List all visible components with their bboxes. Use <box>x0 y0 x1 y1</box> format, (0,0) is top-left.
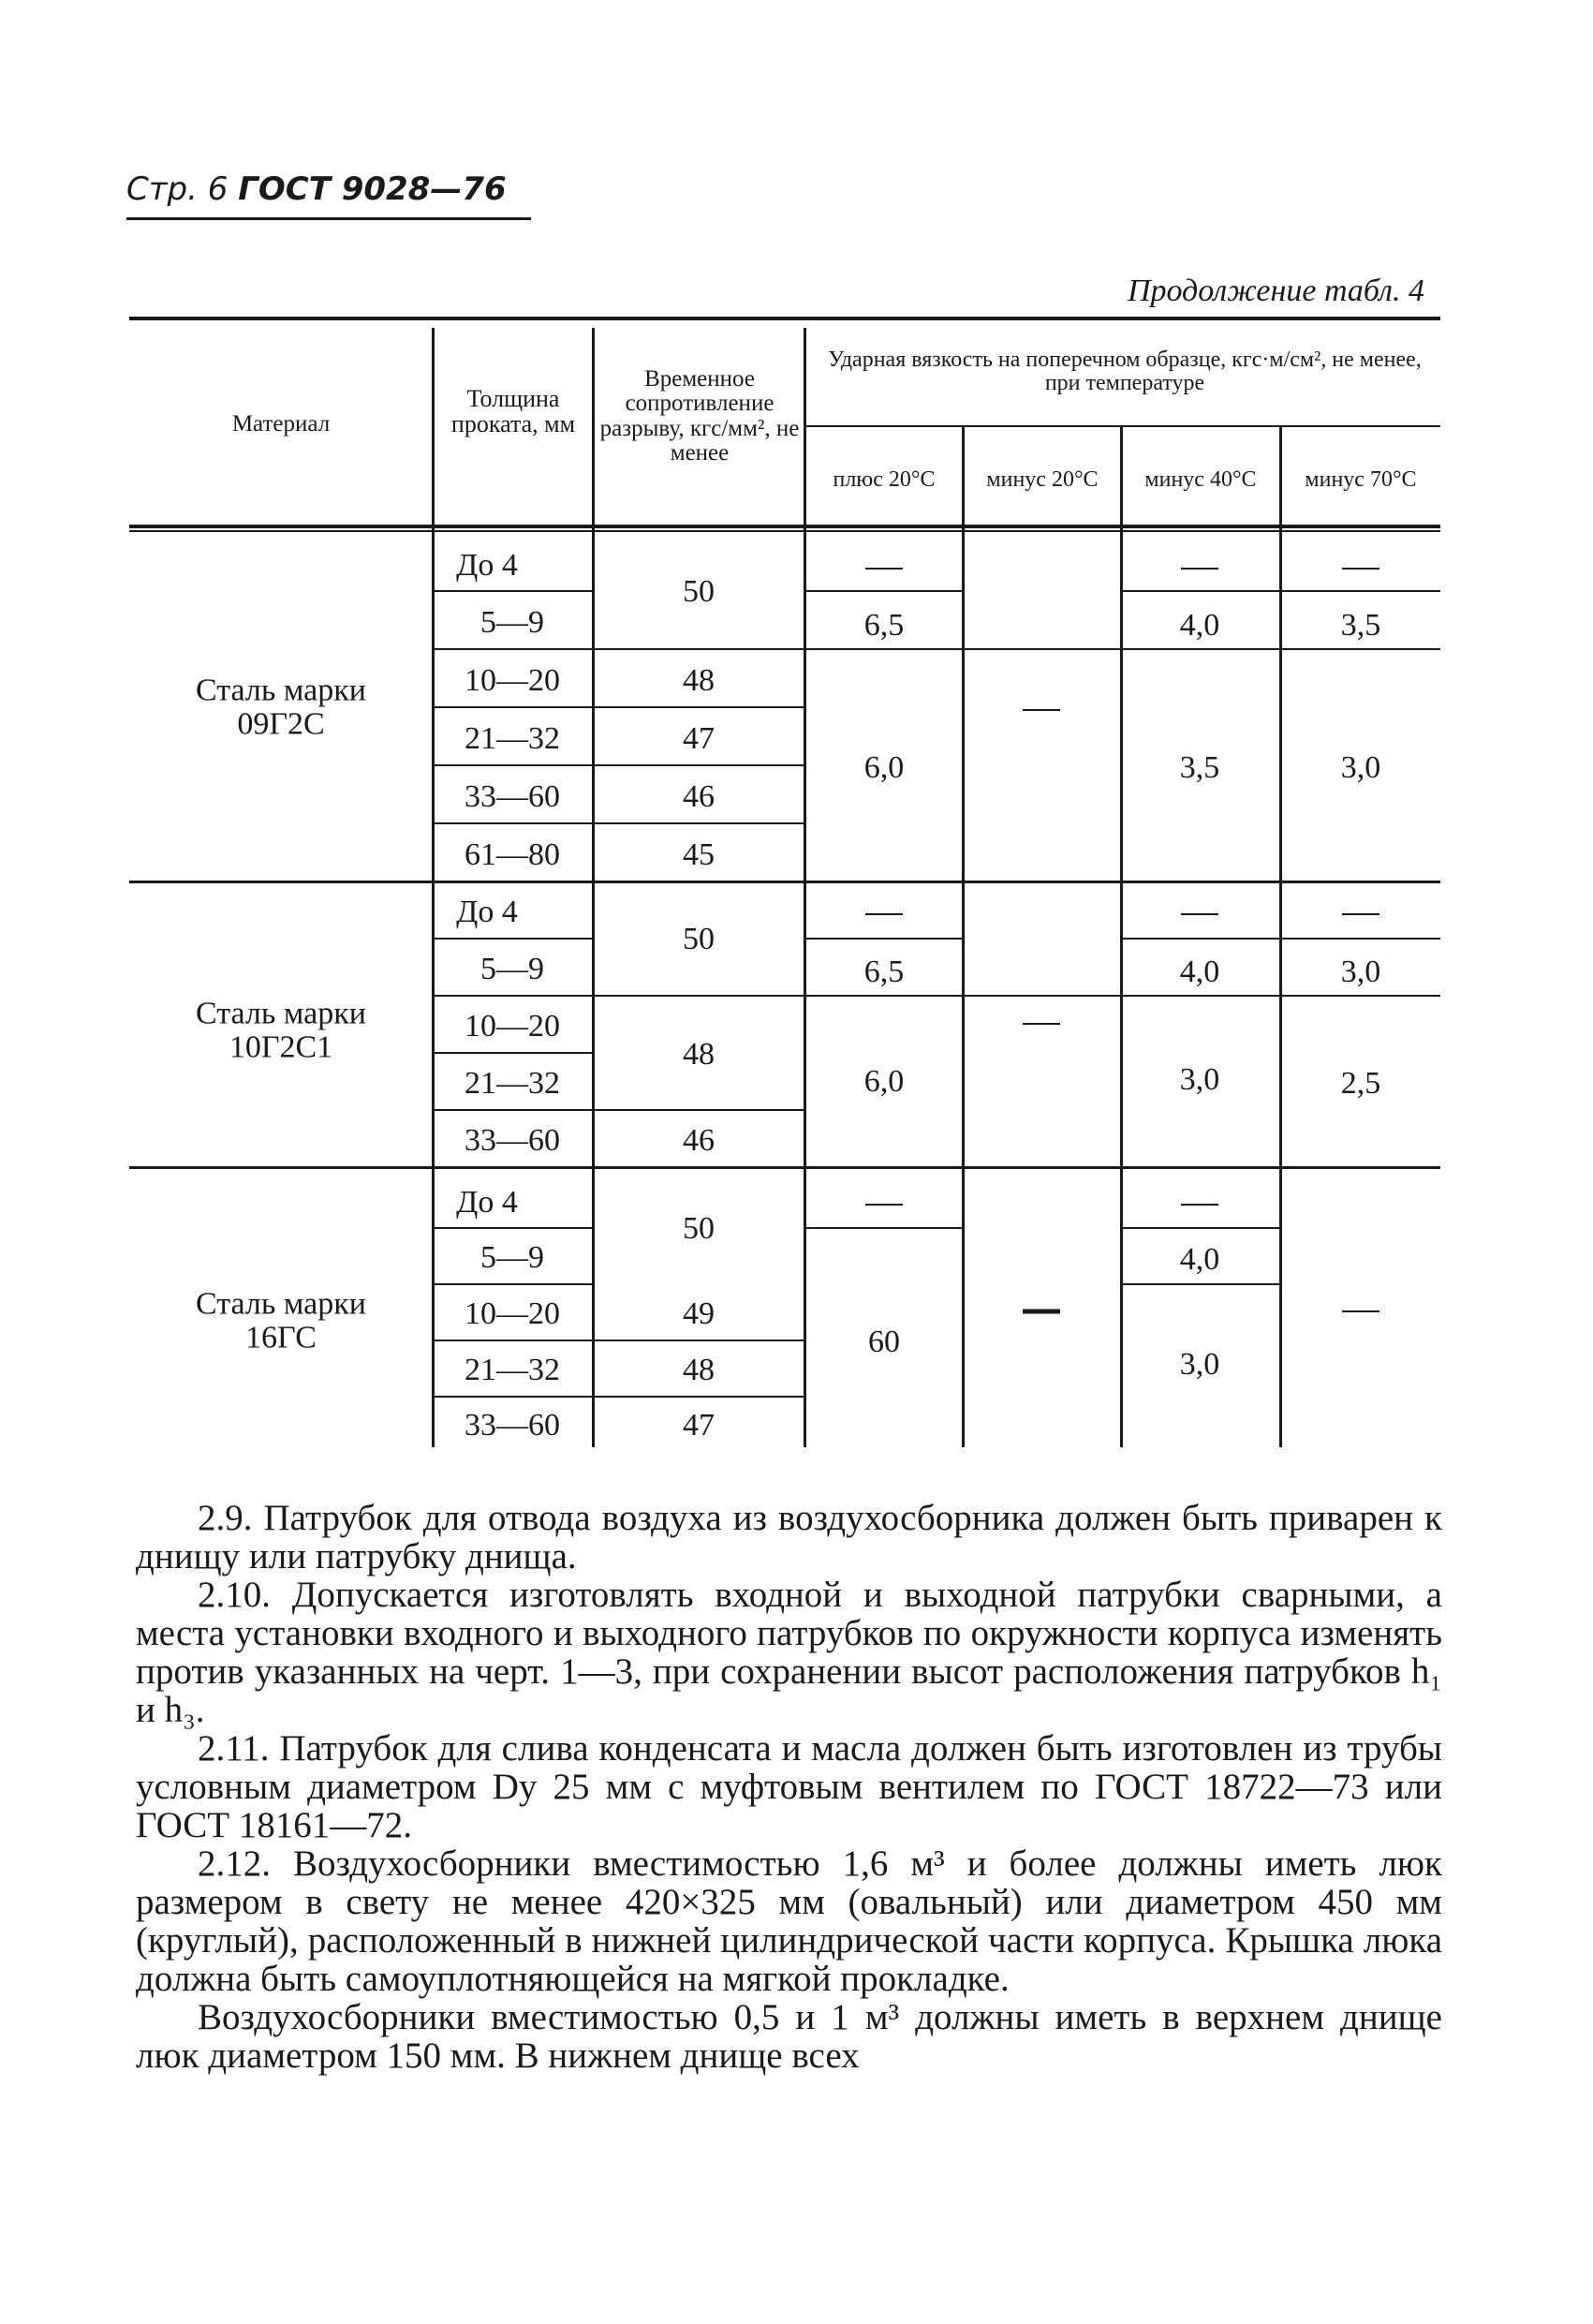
header-minus40: минус 40°С <box>1144 467 1257 492</box>
g1-line <box>434 822 804 824</box>
header-minus20: минус 20°С <box>986 467 1099 492</box>
header-bottom-rule-2 <box>129 530 1440 532</box>
g1-thickness-4: 33—60 <box>465 779 560 814</box>
g3-strength-2: 48 <box>683 1353 715 1387</box>
g1-minus40-1: 3,5 <box>1179 750 1220 785</box>
g1-line <box>1122 590 1440 592</box>
page-number: Стр. 6 <box>126 170 229 208</box>
g1-material <box>169 674 393 740</box>
g3-line <box>434 1340 804 1341</box>
g2-minus20-dash <box>1023 1023 1060 1025</box>
g2-material <box>169 997 393 1063</box>
g1-thickness-3: 21—32 <box>465 721 560 756</box>
header-rule <box>126 217 531 220</box>
g2-plus20-0: 6,5 <box>863 955 905 989</box>
g2-thickness-1: 5—9 <box>480 952 544 986</box>
g3-strength-0: 50 <box>683 1211 715 1246</box>
g2-minus70-0: 3,0 <box>1340 955 1381 989</box>
col-line-1 <box>432 328 435 1447</box>
g1-minus20-dash <box>1023 709 1060 711</box>
g2-plus20-1: 6,0 <box>863 1064 905 1099</box>
paragraph-2-11: 2.11. Патрубок для слива конденсата и масла должен быть изготовлен из трубы условным диаметром Dу 25 мм с муфтовым вентилем по ГОСТ 18722—73 или ГОСТ 18161—72. <box>136 1728 1442 1845</box>
paragraph-2-10: 2.10. Допускается изготовлять входной и выходной патрубки сварными, а места установки входного и выходного патрубков по окружности корпуса изменять против указанных на черт. 1—3, при сохранении высот расположения патрубков h₁ и h₃. <box>136 1575 1442 1730</box>
g1-minus70-0: 3,5 <box>1340 608 1381 643</box>
paragraph-2-12-continued: Воздухосборники вместимостью 0,5 и 1 м³ должны иметь в верхнем днище люк диаметром 150 мм. В нижнем днище всех <box>136 1997 1442 2076</box>
g1-minus70-dash <box>1342 568 1379 570</box>
g3-thickness-0: До 4 <box>456 1185 518 1220</box>
g1-line <box>434 764 804 766</box>
g3-line <box>1122 1227 1279 1229</box>
g2-minus40-dash <box>1181 913 1218 915</box>
g1-thickness-2: 10—20 <box>465 663 560 698</box>
g1-line <box>434 648 1440 650</box>
g2-thickness-4: 33—60 <box>465 1123 560 1158</box>
g3-minus40-1: 3,0 <box>1179 1347 1220 1382</box>
g1-line <box>805 590 962 592</box>
g1-plus20-1: 6,0 <box>863 750 905 785</box>
g3-minus70-dash <box>1342 1310 1379 1312</box>
col-line-4 <box>962 427 965 1447</box>
g2-thickness-2: 10—20 <box>465 1009 560 1044</box>
g2-minus40-0: 4,0 <box>1179 955 1220 989</box>
header-impact: Ударная вязкость на поперечном образце, кгс·м/см², не менее, при температуре <box>828 348 1422 396</box>
header-minus70: минус 70°С <box>1305 467 1417 492</box>
g3-plus20-0: 60 <box>868 1325 900 1359</box>
header-material: Материал <box>231 411 331 437</box>
g1-minus70-1: 3,0 <box>1340 750 1381 785</box>
g2-minus40-1: 3,0 <box>1179 1062 1220 1097</box>
g3-material <box>169 1287 393 1354</box>
g2-plus20-dash <box>865 913 903 915</box>
g1-separator <box>129 881 1440 883</box>
g1-material-text: Сталь марки 09Г2С <box>196 673 366 741</box>
g2-line <box>434 1052 595 1054</box>
paragraph-2-12: 2.12. Воздухосборники вместимостью 1,6 м³ и более должны иметь люк размером в свету не менее 420×325 мм (овальный) или диаметром 450 мм (круглый), расположенный в нижней цилиндрической части корпуса. Крышка люка должна быть самоуплотняющейся на мягкой прокладке. <box>136 1843 1442 1999</box>
g3-line <box>434 1227 595 1229</box>
g3-line <box>805 1227 962 1229</box>
g3-thickness-2: 10—20 <box>465 1296 560 1331</box>
g3-line <box>434 1396 804 1398</box>
g3-thickness-3: 21—32 <box>465 1353 560 1387</box>
standard-title: ГОСТ 9028—76 <box>238 170 507 208</box>
g3-line <box>434 1283 595 1285</box>
g3-thickness-4: 33—60 <box>465 1408 560 1443</box>
g3-minus20-dash <box>1023 1310 1060 1314</box>
g1-thickness-5: 61—80 <box>465 837 560 872</box>
g1-plus20-dash <box>865 568 903 570</box>
g1-thickness-1: 5—9 <box>480 605 544 640</box>
g2-line <box>434 995 1440 997</box>
col-line-3 <box>804 328 806 1447</box>
g1-strength-3: 46 <box>683 779 715 814</box>
body-text <box>136 1499 1442 2075</box>
table-continuation-label: Продолжение табл. 4 <box>1127 274 1424 308</box>
g2-strength-1: 48 <box>683 1037 715 1072</box>
g2-strength-2: 46 <box>683 1123 715 1158</box>
g1-line <box>434 706 804 708</box>
header-plus20: плюс 20°С <box>833 467 936 492</box>
g2-line <box>1122 938 1440 940</box>
g3-material-text: Сталь марки 16ГС <box>196 1286 366 1354</box>
g2-material-text: Сталь марки 10Г2С1 <box>196 996 366 1064</box>
g3-minus40-0: 4,0 <box>1179 1242 1220 1277</box>
g1-strength-2: 47 <box>683 721 715 756</box>
g1-strength-1: 48 <box>683 663 715 698</box>
g2-strength-0: 50 <box>683 922 715 956</box>
page-header <box>126 170 507 208</box>
g3-minus40-dash <box>1181 1204 1218 1206</box>
g3-thickness-1: 5—9 <box>480 1240 544 1275</box>
g2-line <box>805 938 962 940</box>
header-thickness: Толщина проката, мм <box>450 385 576 438</box>
g1-minus40-0: 4,0 <box>1179 608 1220 643</box>
g2-minus70-1: 2,5 <box>1340 1066 1381 1101</box>
g2-line <box>434 938 595 940</box>
g2-minus70-dash <box>1342 913 1379 915</box>
col-line-2 <box>592 328 595 1447</box>
g1-plus20-0: 6,5 <box>863 608 905 643</box>
g1-minus40-dash <box>1181 568 1218 570</box>
header-bottom-rule <box>129 525 1440 528</box>
g2-separator <box>129 1166 1440 1169</box>
g1-line <box>434 590 595 592</box>
g2-thickness-0: До 4 <box>456 895 518 929</box>
g3-plus20-dash <box>865 1204 903 1206</box>
g1-thickness-0: До 4 <box>456 548 518 583</box>
g1-strength-0: 50 <box>683 574 715 609</box>
g3-line <box>1122 1283 1279 1285</box>
g3-strength-1: 49 <box>683 1296 715 1331</box>
g1-strength-4: 45 <box>683 837 715 872</box>
impact-subheader-rule <box>805 425 1440 427</box>
table-top-rule <box>129 317 1440 320</box>
g2-line <box>434 1109 804 1111</box>
g3-strength-3: 47 <box>683 1408 715 1443</box>
header-strength: Временное сопротивление разрыву, кгс/мм², не менее <box>599 366 800 466</box>
g2-thickness-3: 21—32 <box>465 1066 560 1101</box>
paragraph-2-9: 2.9. Патрубок для отвода воздуха из воздухосборника должен быть приварен к днищу или патрубку днища. <box>136 1498 1442 1576</box>
